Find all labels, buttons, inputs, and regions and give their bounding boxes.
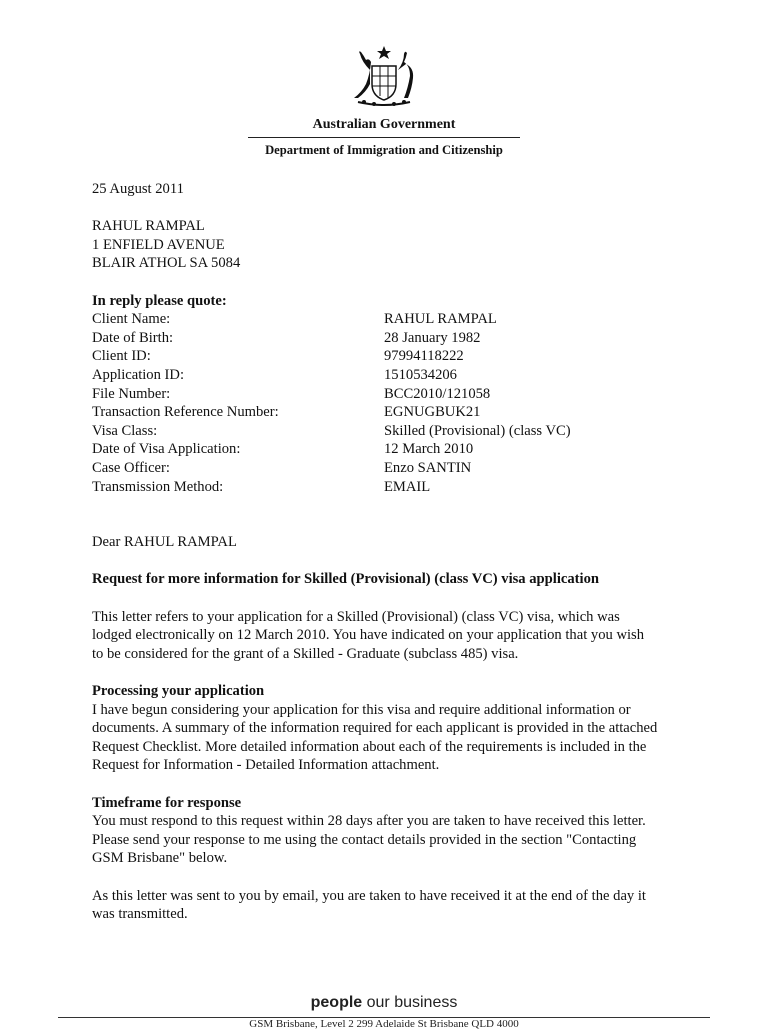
quote-row bbox=[92, 459, 692, 478]
quote-row bbox=[92, 385, 692, 404]
quote-table bbox=[92, 310, 692, 496]
processing-paragraph bbox=[92, 701, 692, 775]
quote-label: Date of Visa Application: bbox=[92, 441, 241, 458]
quote-label: Visa Class: bbox=[92, 422, 158, 439]
quote-value: EGNUGBUK21 bbox=[384, 404, 481, 421]
letter-body bbox=[92, 180, 692, 924]
quote-label: Client ID: bbox=[92, 348, 151, 365]
paragraph-line: was transmitted. bbox=[92, 906, 188, 923]
paragraph-line: As this letter was sent to you by email, you are taken to have received it at the end of the day it bbox=[92, 887, 646, 904]
letterhead bbox=[248, 44, 520, 158]
address-line: BLAIR ATHOL SA 5084 bbox=[92, 255, 241, 272]
quote-value: 97994118222 bbox=[384, 348, 464, 365]
brand-rest: our business bbox=[362, 994, 458, 1011]
quote-value: 28 January 1982 bbox=[384, 329, 481, 346]
email-paragraph bbox=[92, 887, 692, 924]
paragraph-line: to be considered for the grant of a Skilled - Graduate (subclass 485) visa. bbox=[92, 645, 519, 662]
quote-row bbox=[92, 366, 692, 385]
quote-label: Transaction Reference Number: bbox=[92, 404, 279, 421]
paragraph-line: GSM Brisbane" below. bbox=[92, 850, 228, 867]
address-line: RAHUL RAMPAL bbox=[92, 218, 205, 235]
letter-date: 25 August 2011 bbox=[92, 181, 184, 197]
quote-heading: In reply please quote: bbox=[92, 292, 227, 309]
quote-value: Enzo SANTIN bbox=[384, 459, 472, 476]
quote-label: Transmission Method: bbox=[92, 478, 224, 495]
quote-label: Date of Birth: bbox=[92, 329, 174, 346]
quote-row bbox=[92, 329, 692, 348]
recipient-address bbox=[92, 217, 692, 273]
quote-label: Client Name: bbox=[92, 311, 171, 328]
timeframe-paragraph bbox=[92, 812, 692, 868]
paragraph-line: Request for Information - Detailed Information attachment. bbox=[92, 757, 440, 774]
coat-of-arms-icon bbox=[344, 44, 424, 110]
quote-row bbox=[92, 422, 692, 441]
government-name: Australian Government bbox=[312, 117, 456, 132]
paragraph-line: documents. A summary of the information required for each applicant is provided in the attached bbox=[92, 720, 658, 737]
quote-label: Case Officer: bbox=[92, 459, 170, 476]
paragraph-line: Request Checklist. More detailed information about each of the requirements is included in the bbox=[92, 738, 647, 755]
letterhead-divider bbox=[248, 137, 520, 138]
quote-value: RAHUL RAMPAL bbox=[384, 311, 497, 328]
footer-address: GSM Brisbane, Level 2 299 Adelaide St Brisbane QLD 4000 bbox=[249, 1018, 519, 1030]
quote-value: 1510534206 bbox=[384, 366, 457, 383]
brand-strong: people bbox=[310, 994, 363, 1011]
footer-brand bbox=[0, 993, 768, 1013]
quote-row bbox=[92, 310, 692, 329]
quote-row bbox=[92, 478, 692, 497]
quote-value: BCC2010/121058 bbox=[384, 385, 491, 402]
subject-line: Request for more information for Skilled (Provisional) (class VC) visa application bbox=[92, 571, 599, 588]
timeframe-heading: Timeframe for response bbox=[92, 794, 242, 811]
paragraph-line: I have begun considering your application for this visa and require additional information or bbox=[92, 701, 631, 718]
paragraph-line: You must respond to this request within 28 days after you are taken to have received this letter. bbox=[92, 813, 646, 830]
address-line: 1 ENFIELD AVENUE bbox=[92, 236, 225, 253]
paragraph-line: Please send your response to me using the contact details provided in the section "Contacting bbox=[92, 831, 637, 848]
paragraph-line: This letter refers to your application for a Skilled (Provisional) (class VC) visa, which was bbox=[92, 608, 620, 625]
paragraph-line: lodged electronically on 12 March 2010. You have indicated on your application that you wish bbox=[92, 627, 645, 644]
processing-heading: Processing your application bbox=[92, 683, 265, 700]
quote-value: 12 March 2010 bbox=[384, 441, 474, 458]
quote-row bbox=[92, 403, 692, 422]
quote-label: File Number: bbox=[92, 385, 171, 402]
quote-value: Skilled (Provisional) (class VC) bbox=[384, 422, 571, 439]
salutation: Dear RAHUL RAMPAL bbox=[92, 534, 237, 551]
intro-paragraph bbox=[92, 608, 692, 664]
quote-value: EMAIL bbox=[384, 478, 431, 495]
quote-row bbox=[92, 347, 692, 366]
department-name: Department of Immigration and Citizenship bbox=[265, 143, 503, 157]
quote-row bbox=[92, 440, 692, 459]
quote-label: Application ID: bbox=[92, 366, 185, 383]
